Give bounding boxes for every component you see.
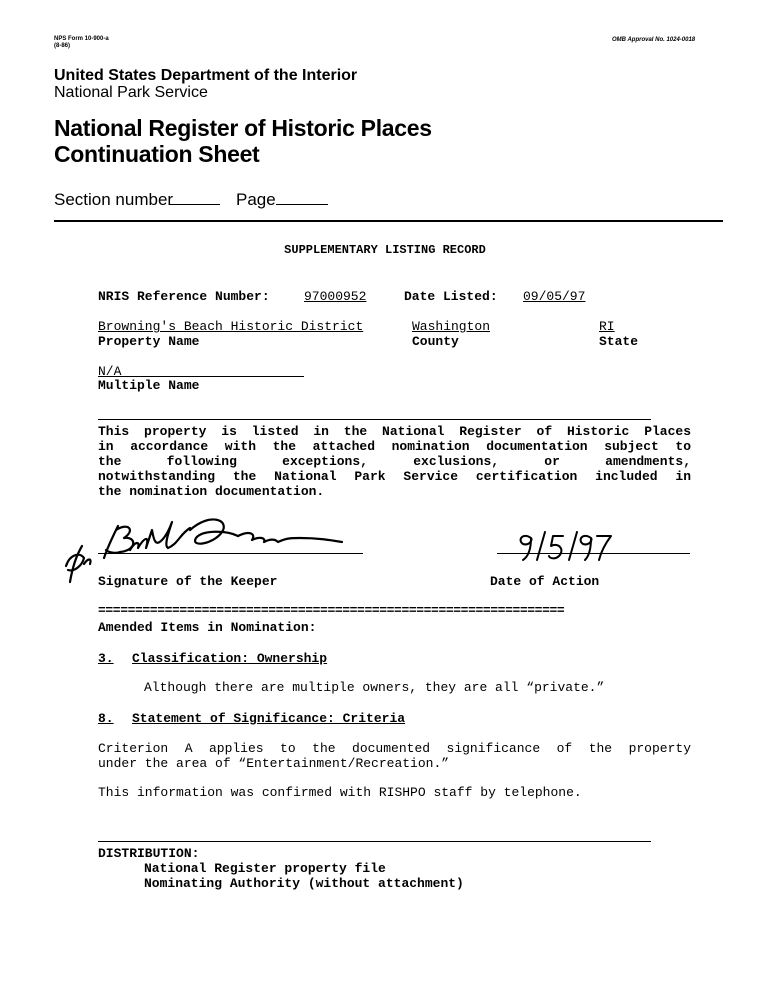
county-label: County <box>412 334 459 349</box>
amendment-text: Although there are multiple owners, they are all “private.” <box>144 680 605 695</box>
action-date-handwriting <box>505 528 615 564</box>
nris-value: 97000952 <box>304 289 367 304</box>
property-name-label: Property Name <box>98 334 200 349</box>
state-label: State <box>599 334 639 349</box>
department-name: United States Department of the Interior <box>54 67 358 84</box>
agency-name: National Park Service <box>54 84 208 101</box>
distribution-rule <box>98 841 651 842</box>
header-divider <box>54 220 723 222</box>
record-heading: SUPPLEMENTARY LISTING RECORD <box>284 243 486 257</box>
section-number-blank <box>169 204 220 205</box>
state-value: RI <box>599 319 615 334</box>
statement-top-rule <box>98 419 651 420</box>
nris-label: NRIS Reference Number: <box>98 289 270 304</box>
statement-line: notwithstanding the National Park Service certification included in <box>98 469 691 484</box>
section-number-label: Section number <box>54 190 174 209</box>
page-label: Page <box>236 190 276 209</box>
date-of-action-label: Date of Action <box>490 574 600 589</box>
signature-label: Signature of the Keeper <box>98 574 278 589</box>
page-number-blank <box>276 204 328 205</box>
county-value: Washington <box>412 319 491 334</box>
form-subtitle: Continuation Sheet <box>54 141 260 167</box>
distribution-label: DISTRIBUTION: <box>98 846 200 861</box>
multiple-name-label: Multiple Name <box>98 378 200 393</box>
multiple-name-value: N/A <box>98 364 122 379</box>
property-name-value: Browning's Beach Historic District <box>98 319 364 334</box>
amended-items-heading: Amended Items in Nomination: <box>98 620 317 635</box>
amendment-number: 8. <box>98 711 114 726</box>
signature-line <box>98 553 363 554</box>
keeper-statement <box>98 424 691 499</box>
amendment-text-line: Criterion A applies to the documented significance of the property <box>98 741 691 756</box>
date-listed-value: 09/05/97 <box>523 289 586 304</box>
distribution-item: National Register property file <box>144 861 386 876</box>
statement-line: the nomination documentation. <box>98 484 325 499</box>
amendment-number: 3. <box>98 651 114 666</box>
statement-line: in accordance with the attached nomination documentation subject to <box>98 439 691 454</box>
form-number: NPS Form 10-900-a <box>54 36 109 42</box>
statement-line: This property is listed in the National Register of Historic Places <box>98 424 691 439</box>
amendment-heading: Statement of Significance: Criteria <box>132 711 406 726</box>
distribution-item: Nominating Authority (without attachment) <box>144 876 464 891</box>
keeper-signature <box>60 508 370 608</box>
date-of-action-line <box>497 553 690 554</box>
multiple-name-line <box>98 376 304 377</box>
omb-approval: OMB Approval No. 1024-0018 <box>612 37 696 43</box>
form-date: (8-86) <box>54 43 71 49</box>
amendment-text <box>98 741 691 771</box>
date-listed-label: Date Listed: <box>404 289 498 304</box>
amendment-heading: Classification: Ownership <box>132 651 328 666</box>
confirmation-note: This information was confirmed with RISHPO staff by telephone. <box>98 785 582 800</box>
statement-line: the following exceptions, exclusions, or amendments, <box>98 454 691 469</box>
separator-line: =============================================================== <box>98 603 565 618</box>
form-title: National Register of Historic Places <box>54 115 432 141</box>
amendment-text-line: under the area of “Entertainment/Recreation.” <box>98 756 450 771</box>
